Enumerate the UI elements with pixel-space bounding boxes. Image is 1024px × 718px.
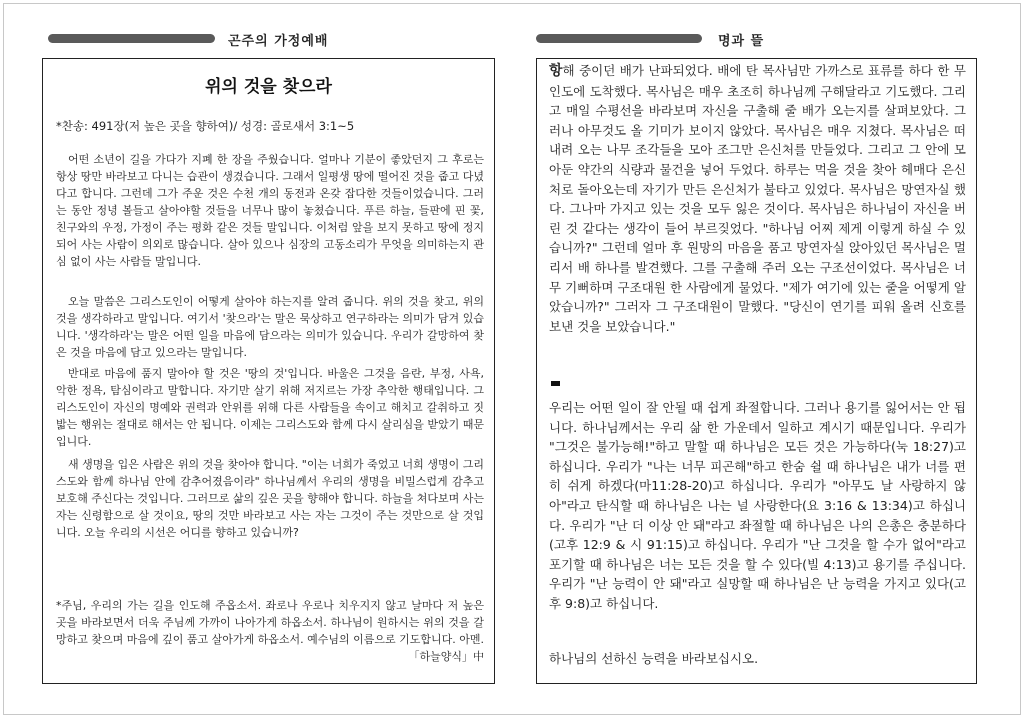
prayer-source: 「하늘양식」中 (408, 650, 484, 663)
story-panel (536, 58, 977, 684)
reflection-paragraph: 우리는 어떤 일이 잘 안될 때 쉽게 좌절합니다. 그러나 용기를 잃어서는 안 됩니다. 하나님께서는 우리 삶 한 가운데서 일하고 계시기 때문입니다. 우리가 "그것은 불가능해!"하고 말할 때 하나님은 모든 것은 가능하다(눅 18:27)고 하십니다. 우리가 "나는 너무 피곤해"하고 한숨 쉴 때 하나님은 내가 너를 편히 쉬게 하겠다(마11:28-20)고 하십니다. 우리가 "아무도 날 사랑하지 않아"라고 탄식할 때 하나님은 나는 널 사랑한다(요 3:16 & 13:34)고 하십니다. 우리가 "난 더 이상 안 돼"라고 좌절할 때 하나님은 나의 은총은 충분하다(고후 12:9 & 시 91:15)고 하십니다. 우리가 "난 그것을 할 수가 없어"라고 포기할 때 하나님은 너는 모든 것을 할 수 있다(빌 4:13)고 용기를 주십니다. 우리가 "난 능력이 안 돼"라고 실망할 때 하나님은 난 능력을 가지고 있다(고후 9:8)고 하십니다. (549, 400, 966, 611)
hymn-scripture-line: *찬송: 491장(저 높은 곳을 향하여)/ 성경: 골로새서 3:1~5 (56, 119, 355, 133)
closing-line: 하나님의 선하신 능력을 바라보십시오. (549, 651, 759, 666)
left-header-title: 곤주의 가정예배 (228, 34, 329, 49)
story-text: 해 중이던 배가 난파되었다. 배에 탄 목사님만 가까스로 표류를 하다 한 무인도에 도착했다. 목사님은 매우 초조히 하나님께 구해달라고 기도했다. 그리고 매일 수평선을 바라보며 자신을 구출해 줄 배가 오는지를 살펴보았다. 그러나 아무것도 올 기미가 보이지 않았다. 목사님은 매우 지쳤다. 목사님은 떠내려 오는 나무 조각들을 모아 조그만 은신처를 만들었다. 그리고 그 안에 모아둔 약간의 식량과 물건을 넣어 두었다. 하루는 먹을 것을 찾아 헤매다 은신처로 돌아오는데 자기가 만든 은신처가 불타고 있었다. 목사님은 망연자실 했다. 그나마 가지고 있는 것을 모두 잃은 것이다. 목사님은 하나님이 자신을 버린 것 같다는 생각이 들어 부르짖었다. "하나님 어찌 제게 이렇게 하실 수 있습니까?" 그런데 얼마 후 원망의 마음을 품고 망연자실 앉아있던 목사님은 멀리서 배 하나를 발견했다. 그를 구출해 주러 오는 구조선이었다. 목사님은 너무 기뻐하며 구조대원 한 사람에게 물었다. "제가 여기에 있는 줄을 어떻게 알았습니까?" 그러자 그 구조대원이 말했다. "당신이 연기를 피워 올려 신호를 보낸 것을 보았습니다." (549, 63, 966, 334)
paragraph: 반대로 마음에 품지 말아야 할 것은 '땅의 것'입니다. 바울은 그것을 음란, 부정, 사욕, 악한 정욕, 탐심이라고 말합니다. 자기만 살기 위해 저지르는 가장 추악한 행태입니다. 그리스도인이 자신의 명예와 권력과 안위를 위해 다른 사람들을 속이고 해치고 갈취하고 짓밟는 행위는 절대로 해서는 안 됩니다. 이제는 그리스도와 함께 다시 살리심을 받았기 때문입니다. (56, 367, 484, 448)
drop-cap: 항 (549, 63, 563, 79)
left-header-bar (48, 34, 215, 43)
page-title: 위의 것을 찾으라 (205, 77, 332, 97)
paragraph: 오늘 말씀은 그리스도인이 어떻게 살아야 하는지를 알려 줍니다. 위의 것을 찾고, 위의 것을 생각하라고 말입니다. 여기서 '찾으라'는 말은 묵상하고 연구하라는 의미가 담겨 있습니다. '생각하라'는 말은 어떤 일을 마음에 담으라는 의미가 있습니다. 우리가 갈망하여 찾은 것을 마음에 담고 있으라는 말입니다. (56, 295, 484, 359)
story-paragraph (549, 61, 966, 336)
paragraph: 어떤 소년이 길을 가다가 지폐 한 장을 주웠습니다. 얼마나 기분이 좋았던지 그 후로는 항상 땅만 바라보고 다니는 습관이 생겼습니다. 그래서 일평생 땅에 떨어진 것을 줍고 다녔다고 합니다. 그런데 그가 주운 것은 수천 개의 동전과 온갖 잡다한 것들이었습니다. 그러는 동안 정녕 볼들고 살아야할 것들을 너무나 많이 놓쳤습니다. 푸른 하늘, 들판에 핀 꽃, 친구와의 우정, 가정이 주는 평화 같은 것들 말입니다. 이처럼 앞을 보지 못하고 땅에 정지되어 사는 사람이 의외로 많습니다. 살아 있으나 심장의 고동소리가 무엇을 의미하는지 관심 없이 사는 사람들 말입니다. (56, 153, 484, 268)
devotional-panel (42, 58, 495, 684)
right-header-title: 명과 뜰 (718, 34, 765, 49)
closing-prayer (56, 597, 484, 665)
paragraph: 새 생명을 입은 사람은 위의 것을 찾아야 합니다. "이는 너희가 죽었고 너희 생명이 그리스도와 함께 하나님 안에 감추어졌음이라" 하나님께서 우리의 생명을 비밀스럽게 감추고 보호해 주신다는 것입니다. 그러므로 삶의 깊은 곳을 향해야 합니다. 하늘을 쳐다보며 사는 자는 신령함으로 살 것이요, 땅의 것만 바라보고 사는 자는 그것이 주는 것만으로 살 것입니다. 오늘 우리의 시선은 어디를 향하고 있습니까? (56, 458, 484, 539)
section-marker (551, 381, 560, 386)
prayer-text: *주님, 우리의 가는 길을 인도해 주옵소서. 좌로나 우로나 치우지지 않고 날마다 저 높은 곳을 바라보면서 더욱 주님께 가까이 나아가게 하옵소서. 하나님이 원하시는 위의 것을 갈망하고 찾으며 마음에 깊이 품고 살아가게 하옵소서. 예수님의 이름으로 기도합니다. 아멘. (56, 599, 484, 646)
right-header-bar (536, 34, 702, 43)
